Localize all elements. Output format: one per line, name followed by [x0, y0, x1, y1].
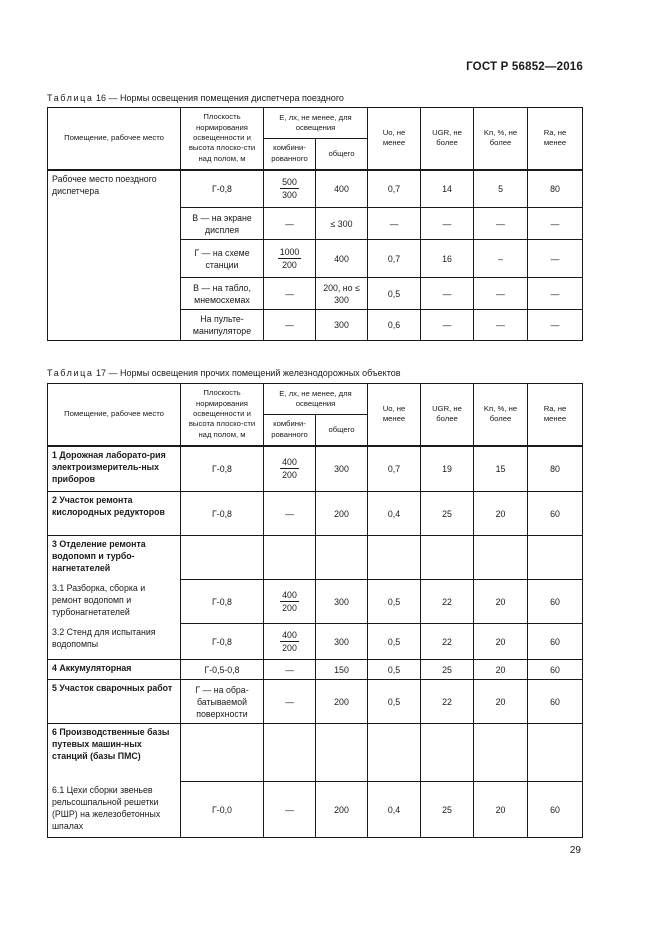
- cell-combined: $\frac{400}{200}$: [264, 624, 316, 660]
- header-kp: Kп, %, не более: [474, 108, 528, 170]
- table16: [47, 107, 583, 341]
- header-e-combined: комбини-рованного: [264, 139, 316, 170]
- cell-combined: $\frac{400}{200}$: [264, 580, 316, 624]
- table-row: [48, 624, 583, 660]
- cell-uo: 0,5: [368, 680, 421, 724]
- cell-kp: —: [474, 208, 528, 240]
- cell-plane: Г — на схеме станции: [181, 240, 264, 278]
- cell-uo: [368, 536, 421, 580]
- header-kp: Kп, %, не более: [474, 384, 528, 446]
- cell-plane: [181, 536, 264, 580]
- header-e-group: E, лх, не менее, для освещения: [264, 108, 368, 139]
- table-row: [48, 660, 583, 680]
- cell-ugr: 22: [421, 680, 474, 724]
- cell-kp: –: [474, 240, 528, 278]
- cell-kp: —: [474, 278, 528, 310]
- cell-ra: 80: [528, 446, 583, 492]
- cell-ugr: [421, 724, 474, 782]
- cell-ugr: [421, 536, 474, 580]
- cell-room: 4 Аккумуляторная: [48, 660, 181, 680]
- room-name: Рабочее место поездного диспетчера: [48, 170, 181, 341]
- cell-plane: Г-0,8: [181, 446, 264, 492]
- cell-kp: [474, 724, 528, 782]
- cell-general: 300: [316, 580, 368, 624]
- cell-combined: —: [264, 782, 316, 838]
- table-row: [48, 580, 583, 624]
- cell-ugr: 19: [421, 446, 474, 492]
- cell-kp: 5: [474, 170, 528, 208]
- cell-combined: [264, 536, 316, 580]
- cell-ra: 60: [528, 782, 583, 838]
- cell-uo: 0,4: [368, 782, 421, 838]
- table16-caption: Таблица 16 — Нормы освещения помещения диспетчера поездного: [47, 93, 344, 103]
- cell-combined: [264, 724, 316, 782]
- cell-general: [316, 536, 368, 580]
- cell-kp: 20: [474, 660, 528, 680]
- cell-combined: $\frac{400}{200}$: [264, 446, 316, 492]
- cell-room: 5 Участок сварочных работ: [48, 680, 181, 724]
- page-number: 29: [569, 845, 581, 856]
- cell-ra: —: [528, 310, 583, 341]
- cell-combined: $\frac{1000}{200}$: [264, 240, 316, 278]
- cell-ugr: —: [421, 208, 474, 240]
- header-plane: Плоскость нормирования освещенности и высота плоско-сти над полом, м: [181, 384, 264, 446]
- cell-general: [316, 724, 368, 782]
- header-e-general: общего: [316, 415, 368, 446]
- header-ugr: UGR, не более: [421, 108, 474, 170]
- cell-ugr: 22: [421, 624, 474, 660]
- cell-ra: [528, 724, 583, 782]
- header-ugr: UGR, не более: [421, 384, 474, 446]
- cell-uo: 0,7: [368, 240, 421, 278]
- cell-combined: —: [264, 492, 316, 536]
- cell-general: 300: [316, 446, 368, 492]
- cell-general: 400: [316, 170, 368, 208]
- cell-ra: 60: [528, 492, 583, 536]
- header-uo: Uo, не менее: [368, 108, 421, 170]
- cell-general: 200: [316, 782, 368, 838]
- header-e-general: общего: [316, 139, 368, 170]
- cell-room: 6 Производственные базы путевых машин-ных станций (базы ПМС): [48, 724, 181, 782]
- header-uo: Uo, не менее: [368, 384, 421, 446]
- cell-plane: Г-0,8: [181, 492, 264, 536]
- cell-kp: 20: [474, 680, 528, 724]
- cell-combined: —: [264, 660, 316, 680]
- cell-combined: —: [264, 680, 316, 724]
- cell-general: ≤ 300: [316, 208, 368, 240]
- cell-ugr: 25: [421, 492, 474, 536]
- cell-ra: —: [528, 240, 583, 278]
- table17: [47, 383, 583, 838]
- cell-uo: 0,7: [368, 446, 421, 492]
- standard-designation: ГОСТ Р 56852—2016: [466, 61, 583, 73]
- cell-general: 200, но ≤ 300: [316, 278, 368, 310]
- cell-room: 2 Участок ремонта кислородных редукторов: [48, 492, 181, 536]
- cell-uo: 0,4: [368, 492, 421, 536]
- table-row: [48, 446, 583, 492]
- cell-kp: —: [474, 310, 528, 341]
- cell-kp: [474, 536, 528, 580]
- cell-general: 150: [316, 660, 368, 680]
- table17-caption: Таблица 17 — Нормы освещения прочих помещений железнодорожных объектов: [47, 368, 401, 378]
- cell-ra: —: [528, 208, 583, 240]
- table-row: [48, 492, 583, 536]
- table-row: [48, 536, 583, 580]
- cell-ugr: 22: [421, 580, 474, 624]
- cell-general: 300: [316, 624, 368, 660]
- header-room: Помещение, рабочее место: [48, 108, 181, 170]
- cell-combined: —: [264, 208, 316, 240]
- cell-uo: 0,5: [368, 660, 421, 680]
- cell-plane: В — на экране дисплея: [181, 208, 264, 240]
- header-e-combined: комбини-рованного: [264, 415, 316, 446]
- cell-room: 3 Отделение ремонта водопомп и турбо-нагнетателей: [48, 536, 181, 580]
- cell-plane: В — на табло, мнемосхемах: [181, 278, 264, 310]
- cell-uo: 0,6: [368, 310, 421, 341]
- cell-ra: 60: [528, 680, 583, 724]
- cell-room: 6.1 Цехи сборки звеньев рельсошпальной решетки (РШР) на железобетонных шпалах: [48, 782, 181, 838]
- cell-ra: 60: [528, 580, 583, 624]
- cell-general: 200: [316, 680, 368, 724]
- cell-kp: 15: [474, 446, 528, 492]
- cell-plane: Г — на обра-батываемой поверхности: [181, 680, 264, 724]
- cell-general: 200: [316, 492, 368, 536]
- header-plane: Плоскость нормирования освещенности и высота плоско-сти над полом, м: [181, 108, 264, 170]
- header-ra: Ra, не менее: [528, 384, 583, 446]
- cell-ugr: 25: [421, 782, 474, 838]
- cell-combined: —: [264, 278, 316, 310]
- header-ra: Ra, не менее: [528, 108, 583, 170]
- cell-plane: [181, 724, 264, 782]
- header-e-group: E, лх, не менее, для освещения: [264, 384, 368, 415]
- cell-ugr: 16: [421, 240, 474, 278]
- cell-plane: На пульте-манипуляторе: [181, 310, 264, 341]
- cell-room: 1 Дорожная лаборато-рия электроизмеритель-ных приборов: [48, 446, 181, 492]
- cell-uo: 0,7: [368, 170, 421, 208]
- cell-plane: Г-0,8: [181, 580, 264, 624]
- cell-general: 300: [316, 310, 368, 341]
- cell-room: 3.1 Разборка, сборка и ремонт водопомп и турбонагнетателей: [48, 580, 181, 624]
- cell-ugr: 14: [421, 170, 474, 208]
- cell-uo: [368, 724, 421, 782]
- header-room: Помещение, рабочее место: [48, 384, 181, 446]
- cell-plane: Г-0,8: [181, 624, 264, 660]
- cell-kp: 20: [474, 492, 528, 536]
- cell-ra: 80: [528, 170, 583, 208]
- table-row: [48, 680, 583, 724]
- cell-general: 400: [316, 240, 368, 278]
- cell-ra: [528, 536, 583, 580]
- cell-ugr: 25: [421, 660, 474, 680]
- cell-combined: $\frac{500}{300}$: [264, 170, 316, 208]
- cell-kp: 20: [474, 580, 528, 624]
- cell-uo: —: [368, 208, 421, 240]
- cell-kp: 20: [474, 624, 528, 660]
- table-row: [48, 170, 583, 208]
- cell-ugr: —: [421, 278, 474, 310]
- cell-plane: Г-0,0: [181, 782, 264, 838]
- cell-plane: Г-0,5-0,8: [181, 660, 264, 680]
- cell-uo: 0,5: [368, 624, 421, 660]
- cell-combined: —: [264, 310, 316, 341]
- cell-room: 3.2 Стенд для испытания водопомпы: [48, 624, 181, 660]
- table-row: [48, 782, 583, 838]
- cell-plane: Г-0,8: [181, 170, 264, 208]
- cell-uo: 0,5: [368, 278, 421, 310]
- cell-kp: 20: [474, 782, 528, 838]
- table-row: [48, 724, 583, 782]
- cell-ra: 60: [528, 660, 583, 680]
- cell-ra: 60: [528, 624, 583, 660]
- cell-uo: 0,5: [368, 580, 421, 624]
- cell-ra: —: [528, 278, 583, 310]
- cell-ugr: —: [421, 310, 474, 341]
